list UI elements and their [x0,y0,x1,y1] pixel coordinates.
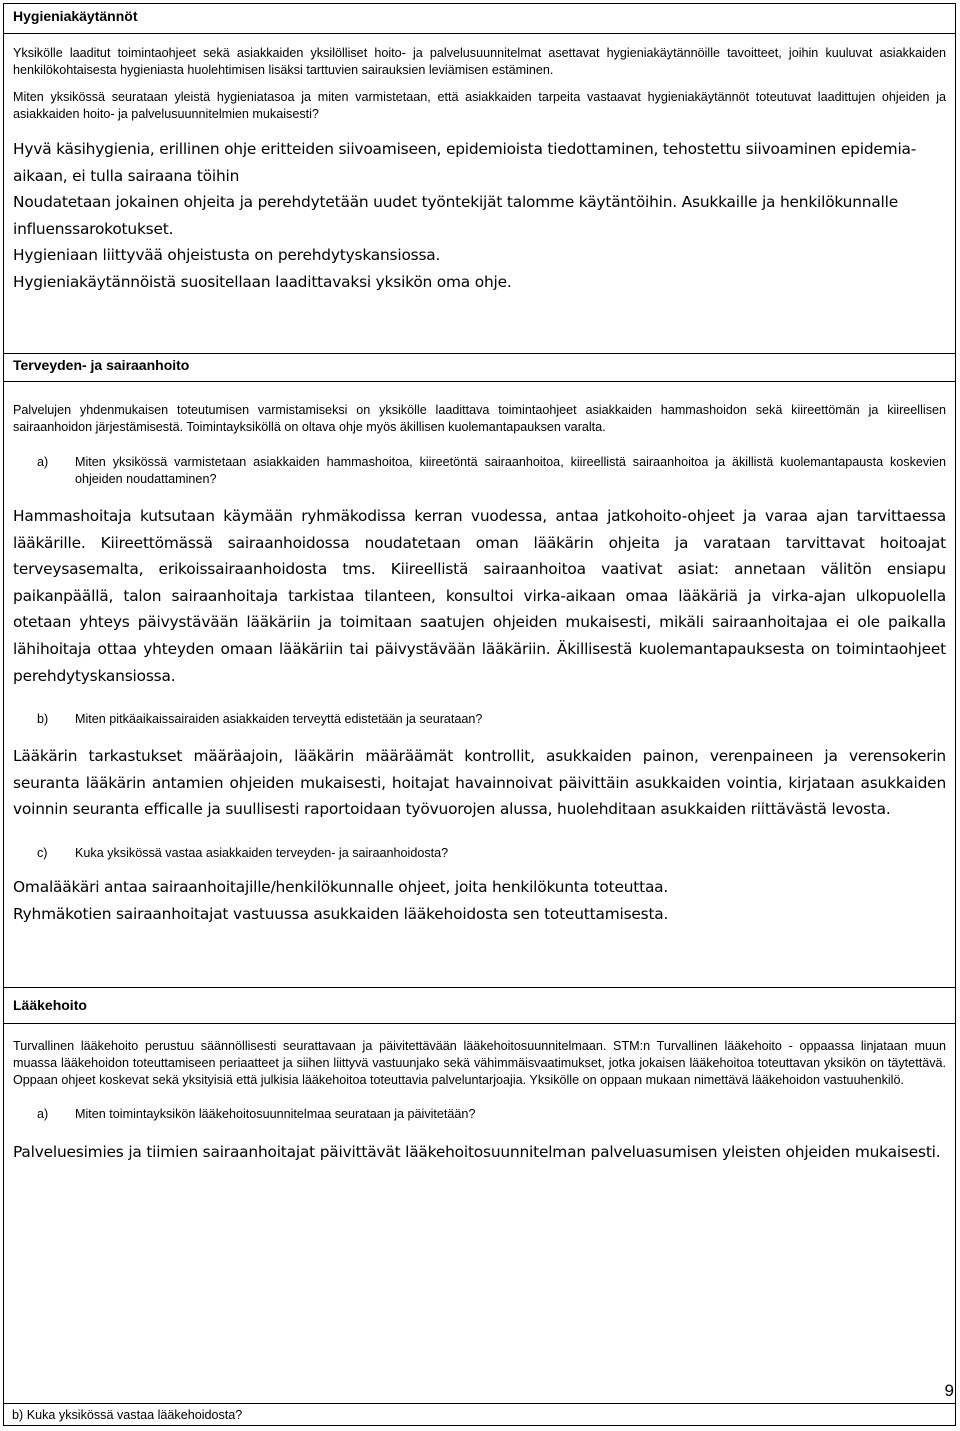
hygiene-answer-line: Hygieniaan liittyvää ohjeistusta on perehdytyskansiossa. [13,246,441,265]
document-page [3,3,956,1426]
hygiene-title: Hygieniakäytännöt [13,8,138,24]
question-text: Miten toimintayksikön lääkehoitosuunnitelmaa seurataan ja päivitetään? [75,1107,476,1121]
hygiene-answer-line: Hyvä käsihygienia, erillinen ohje eritteiden siivoamiseen, epidemioista tiedottaminen, tehostettu siivoaminen epidemia-aikaan, ei tulla sairaana töihin [13,140,917,185]
medication-title: Lääkehoito [13,997,87,1013]
health-title-box [3,354,956,382]
medication-answer-a: Palveluesimies ja tiimien sairaanhoitajat päivittävät lääkehoitosuunnitelman palveluasumisen yleisten ohjeiden mukaisesti. [13,1143,941,1161]
medication-question-b: b) Kuka yksikössä vastaa lääkehoidosta? [12,1408,243,1422]
health-title: Terveyden- ja sairaanhoito [13,357,190,373]
hygiene-answer-line: Noudatetaan jokainen ohjeita ja perehdytetään uudet työntekijät talomme käytäntöihin. Asukkaille ja henkilökunnalle influenssarokotukset. [13,193,898,238]
question-letter: b) [37,712,49,727]
medication-intro: Turvallinen lääkehoito perustuu säännöllisesti seurattavaan ja päivitettävään lääkehoitosuunnitelmaan. STM:n Turvallinen lääkehoito - oppaassa linjataan muun muassa lääkehoidon toteuttamiseen periaatteet ja siihen liittyvä vastuunjako sekä vähimmäisvaatimukset, jotka jokaisen lääkehoitoa toteuttavan yksikön on täytettävä. Oppaan ohjeet koskevat sekä yksityisiä että julkisia lääkehoitoa toteuttavia palveluntarjoajia. Yksikölle on oppaan mukaan nimettävä lääkehoidon vastuuhenkilö. [13,1039,946,1087]
health-answer-a: Hammashoitaja kutsutaan käymään ryhmäkodissa kerran vuodessa, antaa jatkohoito-ohjeet ja varaa ajan tarvittaessa lääkärille. Kiireettömässä sairaanhoidossa noudatetaan oman lääkärin ohjeita ja varataan tarvittavat hoitoajat terveysasemalta, erikoissairaanhoidosta tms. Kiireellistä sairaanhoitoa vaativat asiat: annetaan välitön ensiapu paikanpäällä, talon sairaanhoitaja tarkistaa tilanteen, konsultoi virka-aikaan omaa lääkäriä ja virka-ajan ulkopuolella otetaan yhteys päivystävään lääkäriin ja toimitaan saatujen ohjeiden mukaisesti, mikäli sairaanhoitajaa ei ole paikalla lähihoitaja ottaa yhteyden omaan lääkäriin tai päivystävään lääkäriin. Äkillisestä kuolemantapauksesta on toimintaohjeet perehdytyskansiossa. [13,507,946,685]
health-question-a [13,454,946,488]
health-answer-c-line: Omalääkäri antaa sairaanhoitajille/henkilökunnalle ohjeet, joita henkilökunta toteuttaa. [13,877,669,896]
medication-question-b-box [3,1404,956,1426]
question-letter: a) [37,455,49,469]
medication-body-box [3,1024,956,1404]
hygiene-question: Miten yksikössä seurataan yleistä hygieniatasoa ja miten varmistetaan, että asiakkaiden tarpeita vastaavat hygieniakäytännöt toteutuvat laadittujen ohjeiden ja asiakkaiden hoito- ja palvelusuunnitelmien mukaisesti? [13,90,946,121]
health-intro: Palvelujen yhdenmukaisen toteutumisen varmistamiseksi on yksikölle laadittava toimintaohjeet asiakkaiden hammashoidon sekä kiireettömän ja kiireellisen sairaanhoidon järjestämisestä. Toimintayksiköllä on oltava ohje myös äkillisen kuolemantapauksen varalta. [13,403,946,434]
health-answer-c-line: Ryhmäkotien sairaanhoitajat vastuussa asukkaiden lääkehoidosta sen toteuttamisesta. [13,904,669,923]
medication-question-a [13,1106,946,1123]
question-letter: c) [37,845,48,860]
medication-title-box [3,988,956,1024]
question-text: Kuka yksikössä vastaa asiakkaiden terveyden- ja sairaanhoidosta? [75,845,449,860]
hygiene-title-box [3,3,956,34]
health-answer-c [13,874,946,927]
health-body-box [3,382,956,988]
hygiene-answer [13,136,946,296]
hygiene-intro-box [3,34,956,354]
page-number: 9 [944,1381,954,1400]
question-text: Miten yksikössä varmistetaan asiakkaiden hammashoitoa, kiireetöntä sairaanhoitoa, kiireellistä sairaanhoitoa ja äkillistä kuolemantapausta koskevien ohjeiden noudattaminen? [75,455,946,486]
hygiene-intro: Yksikölle laaditut toimintaohjeet sekä asiakkaiden yksilölliset hoito- ja palvelusuunnitelmat asettavat hygieniakäytännöille tavoitteet, joihin kuuluvat asiakkaiden henkilökohtaisesta hygieniasta huolehtimisen lisäksi tarttuvien sairauksien leviämisen estäminen. [13,46,946,77]
question-letter: a) [37,1107,49,1121]
question-text: Miten pitkäaikaissairaiden asiakkaiden terveyttä edistetään ja seurataan? [75,712,483,727]
hygiene-answer-line: Hygieniakäytännöistä suositellaan laadittavaksi yksikön oma ohje. [13,272,512,291]
health-question-b [13,711,946,728]
health-answer-b: Lääkärin tarkastukset määräajoin, lääkärin määräämät kontrollit, asukkaiden painon, verenpaineen ja verensokerin seuranta lääkärin antamien ohjeiden mukaisesti, hoitajat havainnoivat päivittäin asukkaiden vointia, kirjataan asukkaiden voinnin seuranta efficalle ja suullisesti raportoidaan työvuorojen alussa, huolehditaan asukkaiden riittävästä levosta. [13,747,946,819]
health-question-c [13,845,946,862]
